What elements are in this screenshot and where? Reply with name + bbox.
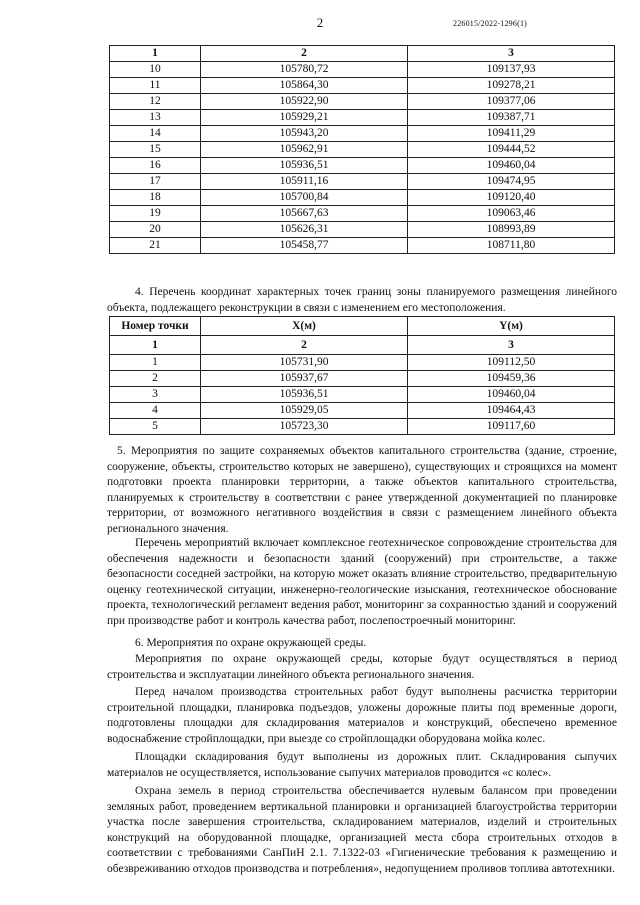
column-header: 3 <box>408 46 615 62</box>
table-row <box>110 387 615 403</box>
table-row <box>110 110 615 126</box>
table-cell: 109474,95 <box>408 174 615 190</box>
table-cell: 108711,80 <box>408 238 615 254</box>
table-cell: 105458,77 <box>201 238 408 254</box>
table-row <box>110 403 615 419</box>
column-number: 1 <box>110 336 201 355</box>
table-cell: 105943,20 <box>201 126 408 142</box>
table-cell: 109278,21 <box>408 78 615 94</box>
table-cell: 20 <box>110 222 201 238</box>
table-cell: 109460,04 <box>408 387 615 403</box>
table-cell: 105864,30 <box>201 78 408 94</box>
measures-list-paragraph: Перечень мероприятий включает комплексное геотехническое сопровождение строительства для обеспечения надежности и безопасности зданий (сооружений) при строительстве, а также безопасности соседней застройки, на которую может оказать влияние строительство, предварительную оценку геотехнической ситуации, инженерно-геологические изыскания, геотехническое обоснование проекта, технологический регламент ведения работ, мониторинг за сохранностью зданий и сооружений при производстве работ и контроль качества работ, послепостроечный мониторинг. <box>107 537 617 627</box>
table-cell: 19 <box>110 206 201 222</box>
table-cell: 105667,63 <box>201 206 408 222</box>
table-row <box>110 190 615 206</box>
table-cell: 105936,51 <box>201 387 408 403</box>
table-row <box>110 371 615 387</box>
table-cell: 21 <box>110 238 201 254</box>
table-cell: 109460,04 <box>408 158 615 174</box>
table-cell: 105723,30 <box>201 419 408 435</box>
table-cell: 15 <box>110 142 201 158</box>
table-cell: 105911,16 <box>201 174 408 190</box>
section-6-heading: 6. Мероприятия по охране окружающей среды. <box>135 637 367 649</box>
column-header-x: X(м) <box>201 317 408 336</box>
land-protection-paragraph: Охрана земель в период строительства обеспечивается нулевым балансом при проведении земляных работ, проведением вертикальной планировки и организацией благоустройства территории участка после завершения строительства, складированием материалов, изделий и строительных конструкций на оборудованной площадке, организацией места сбора строительных отходов в соответствии с требованиями СанПиН 2.1. 7.1322-03 «Гигиенические требования к размещению и обезвреживанию отходов производства и потребления», недопущением проливов топлива автотехники. <box>107 785 617 875</box>
table-cell: 108993,89 <box>408 222 615 238</box>
table-cell: 105929,05 <box>201 403 408 419</box>
table-cell: 105936,51 <box>201 158 408 174</box>
table-row <box>110 419 615 435</box>
table-row <box>110 62 615 78</box>
table-row <box>110 142 615 158</box>
table-row <box>110 174 615 190</box>
table-row <box>110 78 615 94</box>
storage-areas-paragraph: Площадки складирования будут выполнены из дорожных плит. Складирования сыпучих материалов не осуществляется, использование сыпучих материалов проводится «с колес». <box>107 751 617 779</box>
column-number: 3 <box>408 336 615 355</box>
table-cell: 3 <box>110 387 201 403</box>
table-cell: 105731,90 <box>201 355 408 371</box>
table-cell: 109459,36 <box>408 371 615 387</box>
environment-measures-paragraph: Мероприятия по охране окружающей среды, которые будут осуществляться в период строительства и эксплуатации линейного объекта регионального значения. <box>107 653 617 681</box>
column-header: 2 <box>201 46 408 62</box>
table-cell: 105962,91 <box>201 142 408 158</box>
table-cell: 109063,46 <box>408 206 615 222</box>
table-cell: 109411,29 <box>408 126 615 142</box>
table-row <box>110 238 615 254</box>
boundary-points-table <box>109 316 615 435</box>
table-cell: 105700,84 <box>201 190 408 206</box>
table-cell: 10 <box>110 62 201 78</box>
column-header-point-number: Номер точки <box>110 317 201 336</box>
coordinates-table-continued <box>109 45 615 254</box>
table-cell: 2 <box>110 371 201 387</box>
table-subheader-row <box>110 336 615 355</box>
table-cell: 5 <box>110 419 201 435</box>
table-header-row <box>110 317 615 336</box>
table-cell: 105937,67 <box>201 371 408 387</box>
table-cell: 1 <box>110 355 201 371</box>
table-cell: 109137,93 <box>408 62 615 78</box>
table-cell: 4 <box>110 403 201 419</box>
table-header-row <box>110 46 615 62</box>
column-number: 2 <box>201 336 408 355</box>
table-cell: 105929,21 <box>201 110 408 126</box>
table-row <box>110 94 615 110</box>
table-row <box>110 126 615 142</box>
section-4-paragraph: 4. Перечень координат характерных точек границ зоны планируемого размещения линейного объекта, подлежащего реконструкции в связи с изменением его местоположения. <box>107 286 617 314</box>
table-cell: 109112,50 <box>408 355 615 371</box>
table-cell: 109120,40 <box>408 190 615 206</box>
table-cell: 14 <box>110 126 201 142</box>
table-cell: 17 <box>110 174 201 190</box>
table-cell: 109387,71 <box>408 110 615 126</box>
table-cell: 12 <box>110 94 201 110</box>
column-header-y: Y(м) <box>408 317 615 336</box>
table-cell: 105922,90 <box>201 94 408 110</box>
table-cell: 105780,72 <box>201 62 408 78</box>
table-cell: 109444,52 <box>408 142 615 158</box>
table-row <box>110 158 615 174</box>
table-cell: 109117,60 <box>408 419 615 435</box>
table-cell: 11 <box>110 78 201 94</box>
column-header: 1 <box>110 46 201 62</box>
section-5-paragraph: 5. Мероприятия по защите сохраняемых объектов капитального строительства (здание, строение, сооружение, объекты, строительство которых не завершено), существующих и строящихся на момент подготовки проекта планировки территории, а также объектов капитального строительства, планируемых к строительству в соответствии с ранее утвержденной документацией по планировке территории, от возможного негативного воздействия в связи с размещением линейного объекта регионального значения. <box>107 445 617 535</box>
document-id: 226015/2022-1296(1) <box>453 19 528 28</box>
page-number: 2 <box>316 15 324 30</box>
table-row <box>110 222 615 238</box>
table-row <box>110 206 615 222</box>
table-cell: 109377,06 <box>408 94 615 110</box>
site-preparation-paragraph: Перед началом производства строительных работ будут выполнены расчистка территории строительной площадки, планировка подъездов, уложены дорожные плиты под временные дороги, подготовлены площадки для складирования материалов и конструкций, обеспечено временное водоснабжение стройплощадки, при выезде со стройплощадки оборудована мойка колес. <box>107 686 617 745</box>
table-cell: 18 <box>110 190 201 206</box>
table-cell: 105626,31 <box>201 222 408 238</box>
table-cell: 109464,43 <box>408 403 615 419</box>
table-cell: 16 <box>110 158 201 174</box>
table-row <box>110 355 615 371</box>
table-cell: 13 <box>110 110 201 126</box>
